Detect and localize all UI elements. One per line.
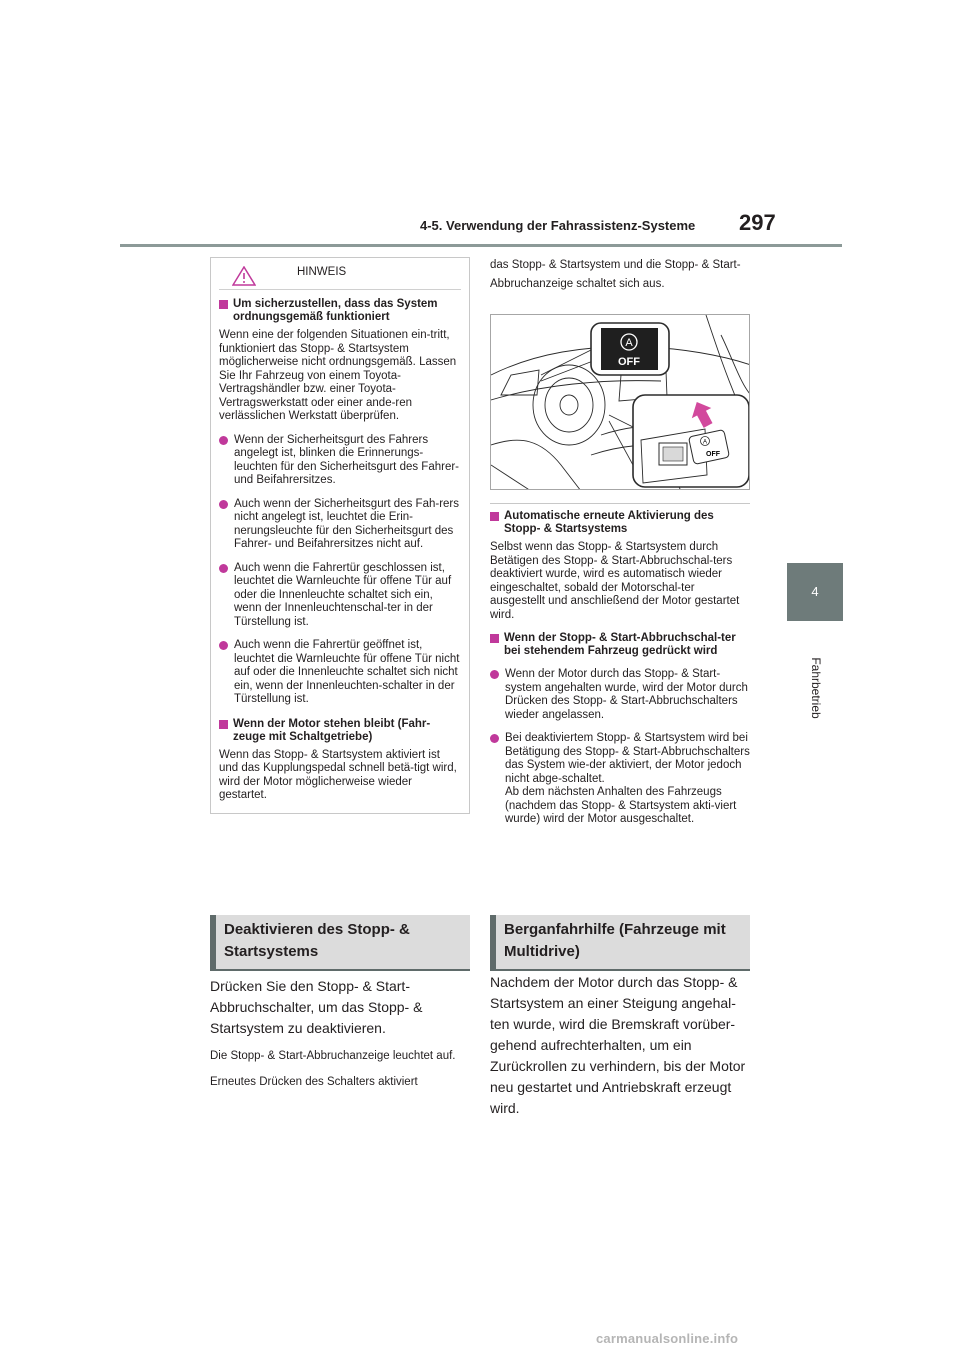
square-bullet-icon	[219, 300, 228, 309]
auto-reactivation-text: Selbst wenn das Stopp- & Startsystem durch Betätigen des Stopp- & Start-Abbruchschal-ters deaktiviert wurde, wird es automatisch wieder eingeschaltet, sobald der Motorschal-ter ausgestellt und anschließend der Motor gestartet wird.	[490, 541, 740, 621]
deactivate-note: Die Stopp- & Start-Abbruchanzeige leuchtet auf.	[210, 1050, 456, 1062]
switch-letter: A	[702, 439, 708, 446]
chapter-label: Fahrbetrieb	[809, 657, 823, 719]
notice-heading-text: Um sicherzustellen, dass das System ordnungsgemäß funktioniert	[233, 298, 438, 323]
notice-heading-text: Wenn der Motor stehen bleibt (Fahr-zeuge mit Schaltgetriebe)	[233, 717, 431, 743]
notice-paragraph: Wenn das Stopp- & Startsystem aktiviert ist und das Kupplungspedal schnell betä-tigt wird, wird der Motor möglicherweise wieder gestartet.	[219, 748, 457, 801]
notice-title: HINWEIS	[297, 266, 347, 278]
section-heading-deactivate: Deaktivieren des Stopp- & Startsystems	[210, 915, 470, 971]
notice-bullet: Auch wenn der Sicherheitsgurt des Fah-rers nicht angelegt ist, leuchtet die Erin-nerungsleuchte für den Sicherheitsgurt des Fahrer- und Beifahrersitzes nicht auf.	[219, 498, 461, 552]
notice-bullet: Auch wenn die Fahrertür geschlossen ist, leuchtet die Warnleuchte für offene Tür auf oder die Innenleuchte schaltet sich ein, wenn der Innenleuchtenschal-ter in der Türstellung ist.	[219, 562, 461, 630]
notice-subheading	[219, 298, 461, 324]
section-heading-hill-assist: Berganfahrhilfe (Fahrzeuge mit Multidrive)	[490, 915, 750, 971]
square-bullet-icon	[490, 634, 499, 643]
round-bullet-icon	[219, 436, 228, 445]
list-item: Wenn der Motor durch das Stopp- & Start-system angehalten wurde, wird der Motor durch Drücken des Stopp- & Start-Abbruchschalters wieder angelassen.	[490, 668, 750, 722]
pressed-stationary-heading: Wenn der Stopp- & Start-Abbruchschal-ter bei stehendem Fahrzeug gedrückt wird	[490, 632, 750, 658]
warning-triangle-icon	[232, 266, 256, 286]
notice-bullet: Auch wenn die Fahrertür geöffnet ist, leuchtet die Warnleuchte für offene Tür nicht auf oder die Innenleuchte schaltet sich nicht ein, wenn der Innenleuchten-schalter in der Türstellung ist.	[219, 639, 461, 707]
chapter-tab[interactable]: 4	[787, 563, 843, 621]
notice-subheading	[219, 718, 461, 744]
deactivate-note-continued: das Stopp- & Startsystem und die Stopp- & Start-Abbruchanzeige schaltet sich aus.	[490, 259, 741, 290]
header-divider	[120, 244, 842, 247]
notice-box	[210, 257, 470, 814]
right-column	[490, 256, 750, 827]
left-column	[210, 257, 470, 814]
deactivate-body	[210, 976, 470, 1091]
round-bullet-icon	[219, 641, 228, 650]
round-bullet-icon	[219, 564, 228, 573]
switch-callout	[609, 395, 749, 487]
square-bullet-icon	[490, 512, 499, 521]
hill-assist-text: Nachdem der Motor durch das Stopp- & Startsystem an einer Steigung angehal-ten wurde, wird die Bremskraft vorüber-gehend aufrechterhalten, um ein Zurückrollen zu verhindern, bis der Motor neu gestartet und Antriebskraft erzeugt wird.	[490, 974, 746, 1116]
deactivate-lead: Drücken Sie den Stopp- & Start-Abbruchschalter, um das Stopp- & Startsystem zu deaktivieren.	[210, 978, 423, 1036]
notice-bullet: Wenn der Sicherheitsgurt des Fahrers angelegt ist, blinken die Erinnerungs-leuchten für den Sicherheitsgurt des Fahrer- und Beifahrersitzes.	[219, 434, 461, 488]
indicator-letter: A	[625, 337, 633, 349]
deactivate-note: Erneutes Drücken des Schalters aktiviert	[210, 1076, 418, 1088]
page-number: 297	[739, 210, 776, 235]
notice-header	[219, 258, 461, 290]
watermark: carmanualsonline.info	[596, 1331, 739, 1346]
round-bullet-icon	[219, 500, 228, 509]
round-bullet-icon	[490, 734, 499, 743]
section-title: 4-5. Verwendung der Fahrassistenz-Systeme	[420, 218, 696, 233]
stop-start-switch-illustration	[490, 314, 750, 490]
list-item: Bei deaktiviertem Stopp- & Startsystem wird bei Betätigung des Stopp- & Start-Abbruchschalters das System wie-der aktiviert, der Motor jedoch nicht abge-schaltet. Ab dem nächsten Anhalten des Fahrzeugs (nachdem das Stopp- & Startsystem akti-viert wurde) wird der Motor ausgeschaltet.	[490, 732, 750, 827]
round-bullet-icon	[490, 670, 499, 679]
divider	[490, 503, 750, 504]
indicator-off-text: OFF	[618, 356, 640, 368]
notice-paragraph: Wenn eine der folgenden Situationen ein-tritt, funktioniert das Stopp- & Startsystem möglicherweise nicht ordnungsgemäß. Lassen Sie Ihr Fahrzeug von einem Toyota-Vertragshändler bzw. einer Toyota-Vertragswerkstatt oder einer ande-ren verlässlichen Werkstatt überprüfen.	[219, 329, 457, 422]
auto-reactivation-heading: Automatische erneute Aktivierung des Stopp- & Startsystems	[490, 510, 750, 536]
switch-off-text: OFF	[706, 451, 720, 458]
square-bullet-icon	[219, 720, 228, 729]
